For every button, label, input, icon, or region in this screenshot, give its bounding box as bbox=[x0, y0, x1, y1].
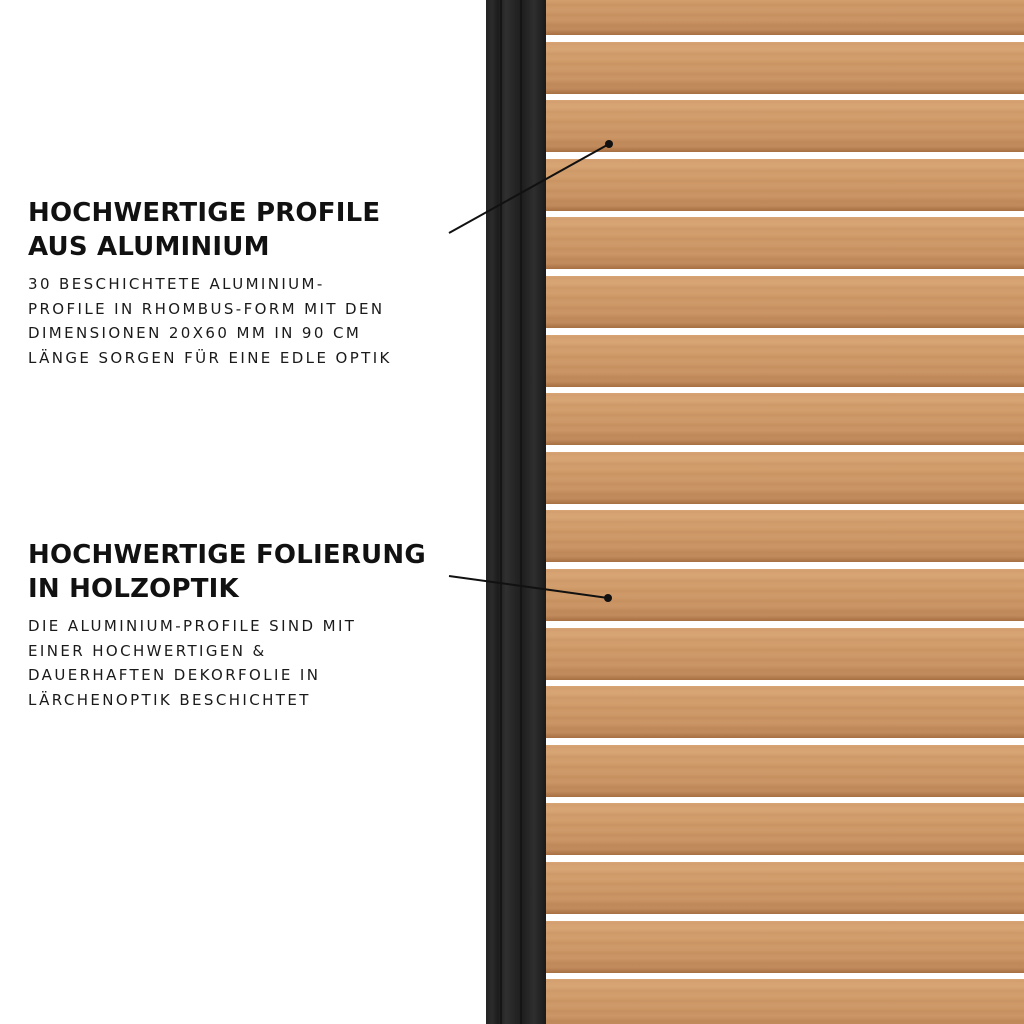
wood-slat bbox=[546, 803, 1024, 855]
aluminium-post bbox=[486, 0, 546, 1024]
post-groove bbox=[500, 0, 502, 1024]
wood-slat bbox=[546, 745, 1024, 797]
feature-title-foil: HOCHWERTIGE FOLIERUNG IN HOLZOPTIK bbox=[28, 540, 426, 604]
wood-slat bbox=[546, 0, 1024, 35]
feature-description-profiles: 30 BESCHICHTETE ALUMINIUM- PROFILE IN RHOMBUS-FORM MIT DEN DIMENSIONEN 20X60 MM IN 90 CM LÄNGE SORGEN FÜR EINE EDLE OPTIK bbox=[28, 275, 392, 367]
wood-slat bbox=[546, 276, 1024, 328]
wood-slat bbox=[546, 686, 1024, 738]
wood-slat bbox=[546, 217, 1024, 269]
wood-slat bbox=[546, 862, 1024, 914]
wood-slat bbox=[546, 921, 1024, 973]
wood-look-slats bbox=[546, 0, 1024, 1024]
feature-title-profiles: HOCHWERTIGE PROFILE AUS ALUMINIUM bbox=[28, 198, 381, 262]
post-groove bbox=[520, 0, 522, 1024]
wood-slat bbox=[546, 628, 1024, 680]
wood-slat bbox=[546, 510, 1024, 562]
wood-slat bbox=[546, 452, 1024, 504]
wood-slat bbox=[546, 393, 1024, 445]
feature-description-foil: DIE ALUMINIUM-PROFILE SIND MIT EINER HOCHWERTIGEN & DAUERHAFTEN DEKORFOLIE IN LÄRCHENOPTIK BESCHICHTET bbox=[28, 617, 357, 709]
wood-slat bbox=[546, 979, 1024, 1024]
wood-slat bbox=[546, 159, 1024, 211]
wood-slat bbox=[546, 42, 1024, 94]
wood-slat bbox=[546, 100, 1024, 152]
wood-slat bbox=[546, 569, 1024, 621]
wood-slat bbox=[546, 335, 1024, 387]
